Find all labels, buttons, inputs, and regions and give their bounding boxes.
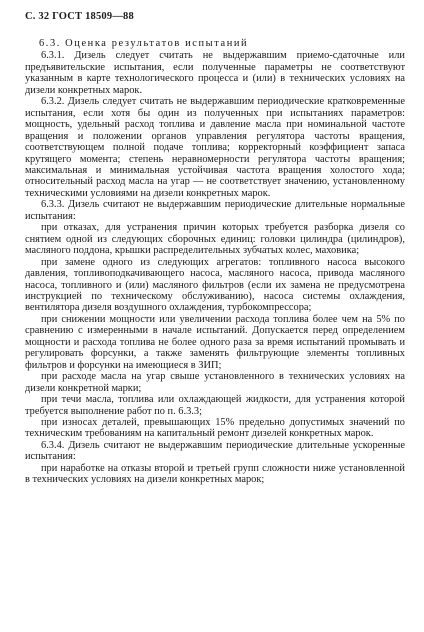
list-item-failure-time: при наработке на отказы второй и третьей групп сложности ниже установленной в технических условиях на дизели конкретных марок; — [25, 462, 405, 486]
list-item-unit-replacement: при замене одного из следующих агрегатов: топливного насоса высокого давления, топливоподкачивающего насоса, масляного насоса, привода масляного насоса, топливного и (или) масляного фильтров (если их замена не предусмотрена инструкцией по техническому обслуживанию), насоса системы охлаждения, вентилятора дизеля воздушного охлаждения, турбокомпрессора; — [25, 256, 405, 314]
paragraph-6-3-1: 6.3.1. Дизель следует считать не выдержавшим приемо-сдаточные или предъявительские испытания, если полученные параметры не соответствуют указанным в карте технологического процесса и (или) в технических условиях на дизели конкретных марок. — [25, 50, 405, 96]
page-header: С. 32 ГОСТ 18509—88 — [25, 11, 134, 22]
section-title: 6.3. Оценка результатов испытаний — [39, 38, 249, 49]
list-item-wear: при износах деталей, превышающих 15% предельно допустимых значений по техническим требованиям на капитальный ремонт дизелей конкретных марок. — [25, 416, 405, 440]
list-item-disassembly: при отказах, для устранения причин которых требуется разборка дизеля со снятием одной из следующих сборочных единиц: головки цилиндра (цилиндров), масляного поддона, крышки распределительных зубчатых колес, маховика; — [25, 222, 405, 257]
paragraph-6-3-2: 6.3.2. Дизель следует считать не выдержавшим периодические кратковременные испытания, если хотя бы один из полученных при испытаниях параметров: мощность, удельный расход топлива и давление масла при номинальной частоте вращения и положении органов управления регулятора частоты вращения, соответствующем полной подаче топлива; корректорный коэффициент запаса крутящего момента; степень неравномерности регулятора частоты вращения; максимальная и минимальная устойчивая частота вращения холостого хода; относительный расход масла на угар — не соответствует значению, установленному техническими условиями на дизели конкретных марок. — [25, 96, 405, 199]
list-item-oil-consumption: при расходе масла на угар свыше установленного в технических условиях на дизели конкретной марки; — [25, 371, 405, 394]
list-item-power-drop: при снижении мощности или увеличении расхода топлива более чем на 5% по сравнению с измеренными в начале испытаний. Допускается перед определением мощности и расхода топлива не более одного раза за время испытаний промывать и регулировать форсунки, а также заменять фильтрующие элементы топливных фильтров и форсунки на имеющиеся в ЗИП; — [25, 313, 405, 371]
paragraph-6-3-3: 6.3.3. Дизель считают не выдержавшим периодические длительные нормальные испытания: — [25, 199, 405, 222]
section-body — [25, 38, 405, 486]
list-item-leakage: при течи масла, топлива или охлаждающей жидкости, для устранения которой требуется выполнение работ по п. 6.3.3; — [25, 394, 405, 417]
paragraph-6-3-4: 6.3.4. Дизель считают не выдержавшим периодические длительные ускоренные испытания: — [25, 439, 405, 463]
